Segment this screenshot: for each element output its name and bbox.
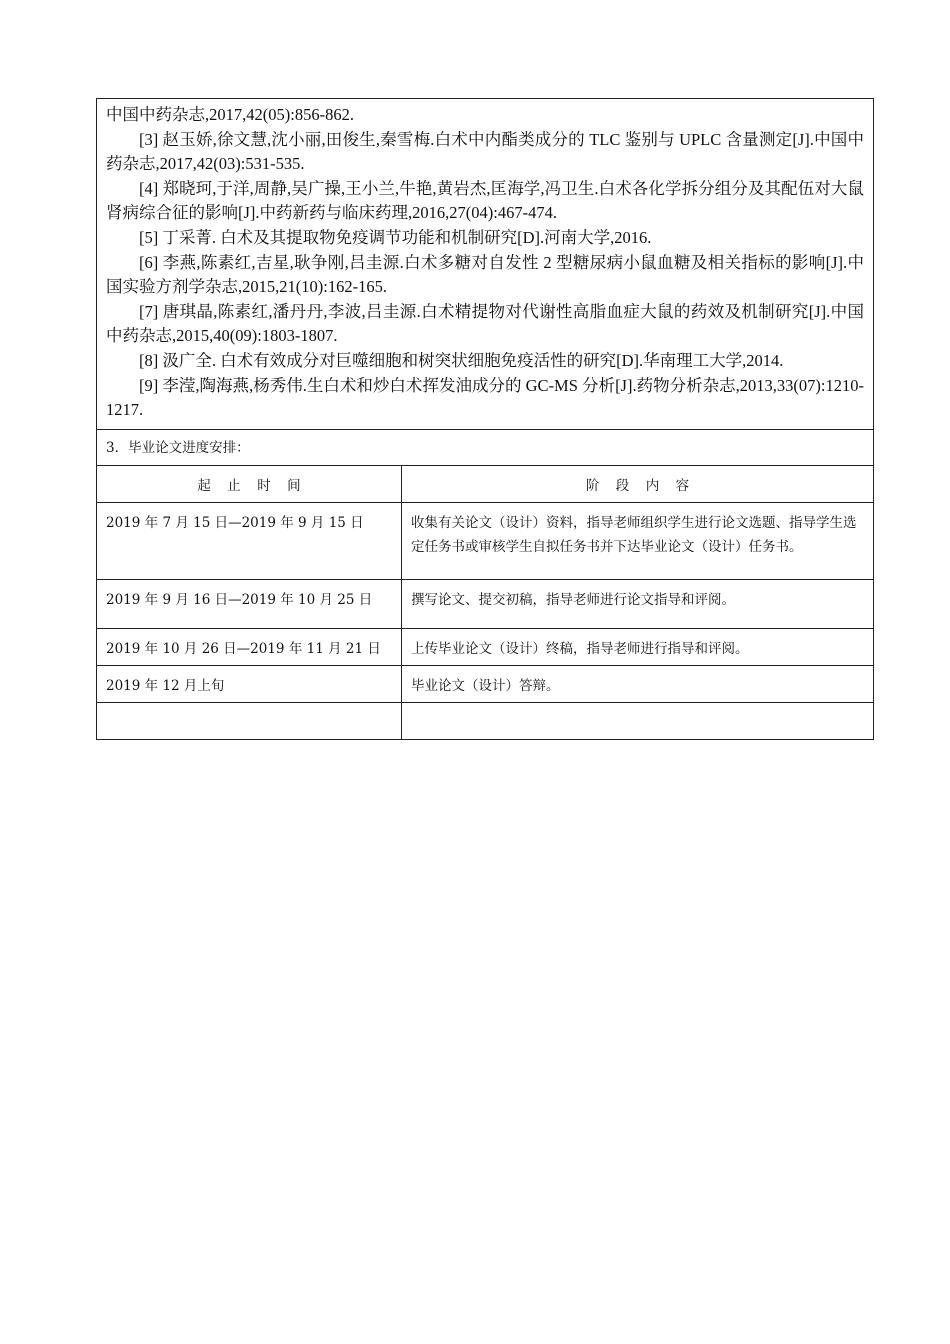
time-range-cell: 2019 年 12 月上旬 xyxy=(106,677,225,694)
time-range-cell: 2019 年 10 月 26 日—2019 年 11 月 21 日 xyxy=(106,640,381,657)
stage-content-cell xyxy=(411,703,864,711)
references-section xyxy=(97,99,873,429)
reference-item: [4] 郑晓珂,于洋,周静,吴广操,王小兰,牛艳,黄岩杰,匡海学,冯卫生.白术各化学拆分组分及其配伍对大鼠肾病综合征的影响[J].中药新药与临床药理,2016,27(04):467-474. xyxy=(106,178,864,223)
form-frame xyxy=(96,98,874,740)
table-row xyxy=(97,628,873,665)
reference-item: [7] 唐琪晶,陈素红,潘丹丹,李波,吕圭源.白术精提物对代谢性高脂血症大鼠的药效及机制研究[J].中国中药杂志,2015,40(09):1803-1807. xyxy=(106,301,864,346)
reference-item: [9] 李滢,陶海燕,杨秀伟.生白术和炒白术挥发油成分的 GC-MS 分析[J].药物分析杂志,2013,33(07):1210-1217. xyxy=(106,375,864,420)
table-row xyxy=(97,502,873,579)
reference-item: 中国中药杂志,2017,42(05):856-862. xyxy=(106,105,354,124)
header-time-range: 起 止 时 间 xyxy=(97,465,402,502)
table-header-row xyxy=(97,465,873,502)
stage-content-cell: 毕业论文（设计）答辩。 xyxy=(411,677,560,694)
time-range-cell: 2019 年 9 月 16 日—2019 年 10 月 25 日 xyxy=(106,591,373,608)
reference-item: [8] 汲广全. 白术有效成分对巨噬细胞和树突状细胞免疫活性的研究[D].华南理工大学,2014. xyxy=(139,350,784,370)
stage-content-cell: 收集有关论文（设计）资料，指导老师组织学生进行论文选题、指导学生选定任务书或审核学生自拟任务书并下达毕业论文（设计）任务书。 xyxy=(411,514,857,555)
stage-content-cell: 撰写论文、提交初稿，指导老师进行论文指导和评阅。 xyxy=(411,591,735,608)
time-range-cell xyxy=(106,703,392,711)
table-row xyxy=(97,665,873,702)
reference-item: [5] 丁采菁. 白术及其提取物免疫调节功能和机制研究[D].河南大学,2016. xyxy=(139,227,652,247)
header-stage-content: 阶 段 内 容 xyxy=(402,465,874,502)
time-range-cell: 2019 年 7 月 15 日—2019 年 9 月 15 日 xyxy=(106,514,364,531)
table-row xyxy=(97,702,873,739)
stage-content-cell: 上传毕业论文（设计）终稿，指导老师进行指导和评阅。 xyxy=(411,640,749,657)
progress-schedule-table xyxy=(97,465,873,739)
reference-item: [3] 赵玉娇,徐文慧,沈小丽,田俊生,秦雪梅.白术中内酯类成分的 TLC 鉴别与 UPLC 含量测定[J].中国中药杂志,2017,42(03):531-535. xyxy=(106,129,864,174)
table-row xyxy=(97,579,873,628)
progress-section-title: 3．毕业论文进度安排： xyxy=(97,429,873,465)
reference-item: [6] 李燕,陈素红,吉星,耿争刚,吕圭源.白术多糖对自发性 2 型糖尿病小鼠血糖及相关指标的影响[J].中国实验方剂学杂志,2015,21(10):162-165. xyxy=(106,252,864,297)
